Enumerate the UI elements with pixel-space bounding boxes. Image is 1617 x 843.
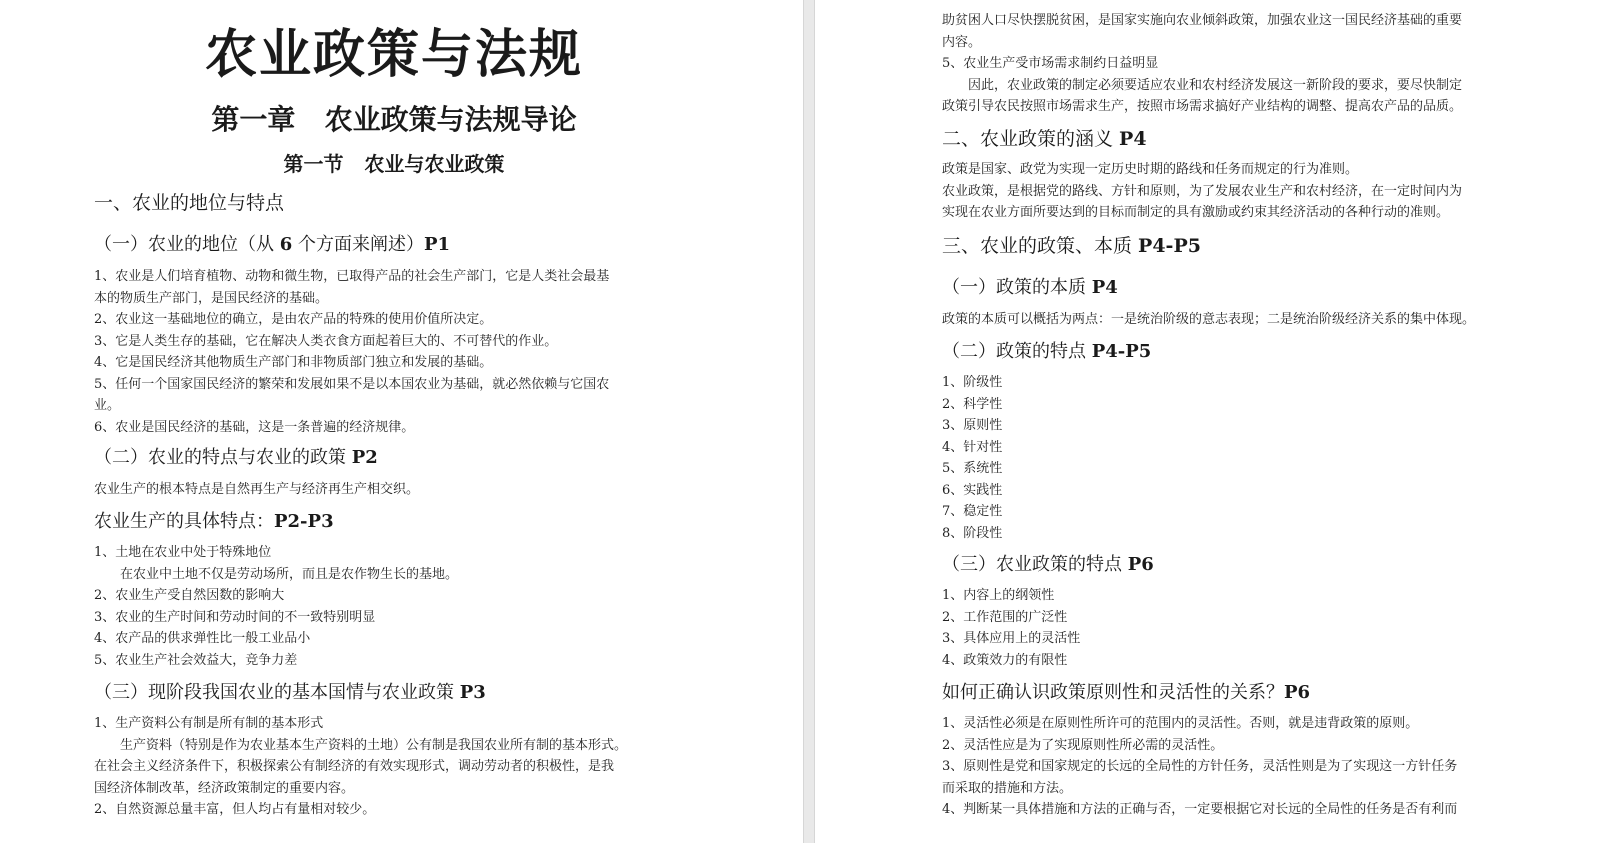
page-ref: P2 (351, 447, 378, 468)
essence-paragraph (942, 309, 1475, 331)
list-item: 8、阶段性 (942, 525, 1003, 541)
text-line: 生产资料（特别是作为农业基本生产资料的土地）公有制是我国农业所有制的基本形式。 (120, 737, 628, 753)
list-item: 5、农业生产受市场需求制约日益明显 (942, 56, 1159, 71)
text-line: 2、农业这一基础地位的确立，是由农产品的特殊的使用价值所决定。 (94, 312, 493, 327)
list-item: 1、阶级性 (942, 375, 1003, 390)
list-item: 6、实践性 (942, 482, 1003, 498)
list-item: 4、农产品的供求弹性比一般工业品小 (94, 631, 311, 646)
heading-policy-features: （二）政策的特点 P4-P5 (942, 341, 1152, 362)
text-line: 政策是国家、政党为实现一定历史时期的路线和任务而规定的行为准则。 (942, 162, 1359, 177)
list-item: 2、自然资源总量丰富，但人均占有量相对较少。 (94, 802, 376, 817)
page-ref: P1 (424, 234, 451, 255)
list-item: 3、具体应用上的灵活性 (942, 631, 1081, 646)
text-line: 业。 (94, 398, 121, 413)
list-item: 2、工作范围的广泛性 (942, 609, 1068, 625)
specific-features-list (94, 542, 458, 671)
text-line: 因此，农业政策的制定必须要适应农业和农村经济发展这一新阶段的要求，要尽快制定 (968, 77, 1463, 93)
features-paragraph (94, 479, 419, 501)
text-line: 国经济体制改革，经济政策制定的重要内容。 (94, 780, 355, 796)
policy-features-list (942, 372, 1002, 544)
text-line: 3、它是人类生存的基础，它在解决人类衣食方面起着巨大的、不可替代的作业。 (94, 333, 558, 349)
list-item: 1、土地在农业中处于特殊地位 (94, 545, 272, 560)
text-line: 政策引导农民按照市场需求生产，按照市场需求搞好产业结构的调整、提高农产品的品质。 (942, 99, 1463, 114)
document-page-right (815, 0, 1617, 843)
relation-list (942, 713, 1457, 821)
heading-policy-essence: （一）政策的本质 P4 (942, 277, 1118, 298)
text-line: 4、它是国民经济其他物质生产部门和非物质部门独立和发展的基础。 (94, 355, 493, 370)
text-line: 1、农业是人们培育植物、动物和微生物，已取得产品的社会生产部门，它是人类社会最基 (94, 269, 610, 284)
page-gutter (803, 0, 815, 843)
heading-position-features: 一、农业的地位与特点 (94, 192, 285, 214)
list-item-detail: 在农业中土地不仅是劳动场所，而且是农作物生长的基地。 (120, 566, 459, 582)
chapter-title: 第一章 农业政策与法规导论 (211, 103, 577, 136)
meaning-paragraph (942, 159, 1462, 224)
page-ref: P6 (1127, 554, 1154, 575)
list-item: 1、内容上的纲领性 (942, 588, 1055, 603)
page-ref: P4-P5 (1138, 235, 1201, 257)
heading-policy-meaning: 二、农业政策的涵义 P4 (942, 128, 1147, 150)
list-item: 1、生产资料公有制是所有制的基本形式 (94, 716, 324, 731)
heading-policy-essence-section: 三、农业的政策、本质 P4-P5 (942, 235, 1201, 257)
list-item: 2、灵活性应是为了实现原则性所必需的灵活性。 (942, 737, 1224, 753)
list-item: 3、原则性是党和国家规定的长远的全局性的方针任务，灵活性则是为了实现这一方针任务 (942, 759, 1458, 774)
national-conditions-paragraph (94, 713, 627, 821)
page-ref: P3 (459, 682, 486, 703)
list-item: 5、农业生产社会效益大，竞争力差 (94, 652, 298, 668)
page-ref: P4 (1091, 277, 1118, 298)
agri-policy-features-list (942, 585, 1080, 671)
heading-agriculture-position: （一）农业的地位（从 6 个方面来阐述）P1 (94, 234, 451, 255)
page-ref: P2-P3 (274, 511, 334, 532)
text-line: 5、任何一个国家国民经济的繁荣和发展如果不是以本国农业为基础，就必然依赖与它国农 (94, 376, 610, 392)
text-line: 农业生产的根本特点是自然再生产与经济再生产相交织。 (94, 482, 420, 497)
heading-agriculture-features: （二）农业的特点与农业的政策 P2 (94, 447, 378, 468)
text-line: 政策的本质可以概括为两点：一是统治阶级的意志表现；二是统治阶级经济关系的集中体现。 (942, 312, 1476, 327)
section-title: 第一节 农业与农业政策 (283, 152, 505, 176)
text-line: 内容。 (942, 34, 982, 50)
text-line: 实现在农业方面所要达到的目标而制定的具有激励或约束其经济活动的各种行动的准则。 (942, 205, 1450, 220)
text-line: 农业政策，是根据党的路线、方针和原则，为了发展农业生产和农村经济，在一定时间内为 (942, 183, 1463, 199)
position-paragraph (94, 266, 609, 438)
heading-principle-flexibility: 如何正确认识政策原则性和灵活性的关系？P6 (942, 682, 1311, 703)
page-ref: P6 (1284, 682, 1311, 703)
list-item: 5、系统性 (942, 461, 1003, 476)
list-item: 4、针对性 (942, 439, 1003, 455)
list-item: 2、农业生产受自然因数的影响大 (94, 588, 285, 603)
document-page-left (0, 0, 803, 843)
heading-agri-policy-features: （三）农业政策的特点 P6 (942, 554, 1154, 575)
list-item: 4、政策效力的有限性 (942, 652, 1068, 668)
list-item: 4、判断某一具体措施和方法的正确与否，一定要根据它对长远的全局性的任务是否有利而 (942, 802, 1458, 817)
text-line: 助贫困人口尽快摆脱贫困，是国家实施向农业倾斜政策，加强农业这一国民经济基础的重要 (942, 13, 1463, 28)
document-title: 农业政策与法规 (204, 24, 583, 85)
list-item: 2、科学性 (942, 396, 1003, 412)
text-line: 而采取的措施和方法。 (942, 780, 1073, 796)
text-line: 在社会主义经济条件下，积极探索公有制经济的有效实现形式，调动劳动者的积极性，是我 (94, 759, 615, 774)
continued-paragraph (942, 10, 1462, 118)
heading-national-conditions: （三）现阶段我国农业的基本国情与农业政策 P3 (94, 682, 486, 703)
page-ref: P4 (1119, 128, 1147, 150)
list-item: 7、稳定性 (942, 504, 1003, 519)
list-item: 1、灵活性必须是在原则性所许可的范围内的灵活性。否则，就是违背政策的原则。 (942, 716, 1419, 731)
page-ref: P4-P5 (1091, 341, 1152, 362)
text-line: 本的物质生产部门，是国民经济的基础。 (94, 290, 329, 306)
list-item: 3、原则性 (942, 418, 1003, 433)
list-item: 3、农业的生产时间和劳动时间的不一致特别明显 (94, 609, 376, 625)
text-line: 6、农业是国民经济的基础，这是一条普遍的经济规律。 (94, 419, 415, 435)
heading-specific-features: 农业生产的具体特点：P2-P3 (94, 511, 334, 532)
